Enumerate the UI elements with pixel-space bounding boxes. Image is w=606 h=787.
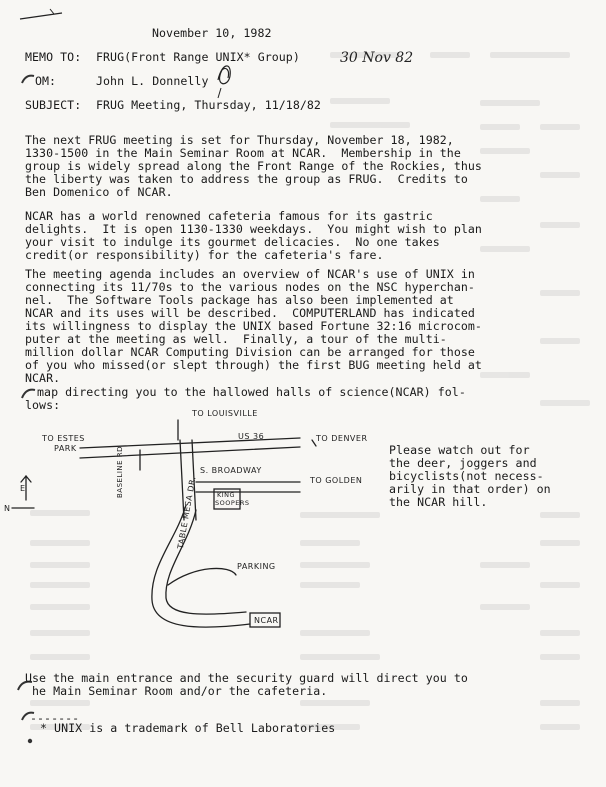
side-note-line: arily in that order) on xyxy=(389,482,551,496)
paragraph-line: The next FRUG meeting is set for Thursday, November 18, 1982, xyxy=(25,133,454,147)
map-label-table-mesa: TABLE MESA DR. xyxy=(176,475,198,550)
side-note-line: Please watch out for xyxy=(389,443,530,457)
memo-date: November 10, 1982 xyxy=(152,26,272,40)
paragraph-line: nel. The Software Tools package has also been implemented at xyxy=(25,293,454,307)
handwritten-date: 30 Nov 82 xyxy=(340,50,414,66)
side-note-line: bicyclists(not necess- xyxy=(389,469,544,483)
map-label-to-louisville: TO LOUISVILLE xyxy=(192,409,258,418)
compass-e: E xyxy=(20,484,26,493)
paragraph-line: credit(or responsibility) for the cafeteria's fare. xyxy=(25,248,384,262)
paragraph-line: NCAR and its uses will be described. COMPUTERLAND has indicated xyxy=(25,306,475,320)
paragraph-line: group is widely spread along the Front Range of the Rockies, thus xyxy=(25,159,482,173)
footnote: * UNIX is a trademark of Bell Laboratories xyxy=(40,721,336,735)
side-note-line: the NCAR hill. xyxy=(389,495,488,509)
paragraph-line: 1330-1500 in the Main Seminar Room at NCAR. Membership in the xyxy=(25,146,461,160)
paragraph-line: Use the main entrance and the security guard will direct you to xyxy=(25,671,468,685)
map-label-baseline: BASELINE RD xyxy=(116,445,124,498)
map-label-us36: US 36 xyxy=(238,432,265,441)
paragraph-line: puter at the meeting as well. Finally, a tour of the multi- xyxy=(25,332,447,346)
paragraph-line: lows: xyxy=(25,398,61,412)
map-label-ncar: NCAR xyxy=(254,616,279,625)
map-label-park: PARK xyxy=(54,444,77,453)
paragraph-line: million dollar NCAR Computing Division can be arranged for those xyxy=(25,345,475,359)
paragraph-line: connecting its 11/70s to the various nodes on the NSC hyperchan- xyxy=(25,280,475,294)
paragraph-line: its willingness to display the UNIX based Fortune 32:16 microcom- xyxy=(25,319,482,333)
map-label-broadway: S. BROADWAY xyxy=(200,466,262,475)
map-label-to-golden: TO GOLDEN xyxy=(310,476,363,485)
map-label-soopers: SOOPERS xyxy=(215,499,250,507)
map-label-king: KING xyxy=(217,491,236,499)
memo-to-value: FRUG(Front Range UNIX* Group) xyxy=(96,50,300,64)
paragraph-line: your visit to indulge its gourmet delicacies. No one takes xyxy=(25,235,440,249)
from-value: John L. Donnelly xyxy=(96,74,209,88)
subject-label: SUBJECT: xyxy=(25,98,82,112)
map-label-parking: PARKING xyxy=(237,562,276,571)
paragraph-line: delights. It is open 1130-1330 weekdays. You might wish to plan xyxy=(25,222,482,236)
map-label-to-estes: TO ESTES xyxy=(42,434,85,443)
paragraph-line: NCAR has a world renowned cafeteria famous for its gastric xyxy=(25,209,433,223)
from-label: OM: xyxy=(35,74,57,88)
paragraph-line: Ben Domenico of NCAR. xyxy=(25,185,173,199)
map-label-to-denver: TO DENVER xyxy=(316,434,368,443)
side-note-line: the deer, joggers and xyxy=(389,456,537,470)
compass-n: N xyxy=(4,504,11,513)
memo-to-label: MEMO TO: xyxy=(25,50,82,64)
footnote-rule: ------- xyxy=(30,711,80,725)
paragraph-line: map directing you to the hallowed halls of science(NCAR) fol- xyxy=(30,385,466,399)
paragraph-line: The meeting agenda includes an overview of NCAR's use of UNIX in xyxy=(25,267,475,281)
paragraph-line: of you who missed(or slept through) the first BUG meeting held at xyxy=(25,358,482,372)
paragraph-line: he Main Seminar Room and/or the cafeteria. xyxy=(25,684,328,698)
paragraph-line: NCAR. xyxy=(25,371,61,385)
paragraph-line: the liberty was taken to address the group as FRUG. Credits to xyxy=(25,172,468,186)
subject-value: FRUG Meeting, Thursday, 11/18/82 xyxy=(96,98,321,112)
